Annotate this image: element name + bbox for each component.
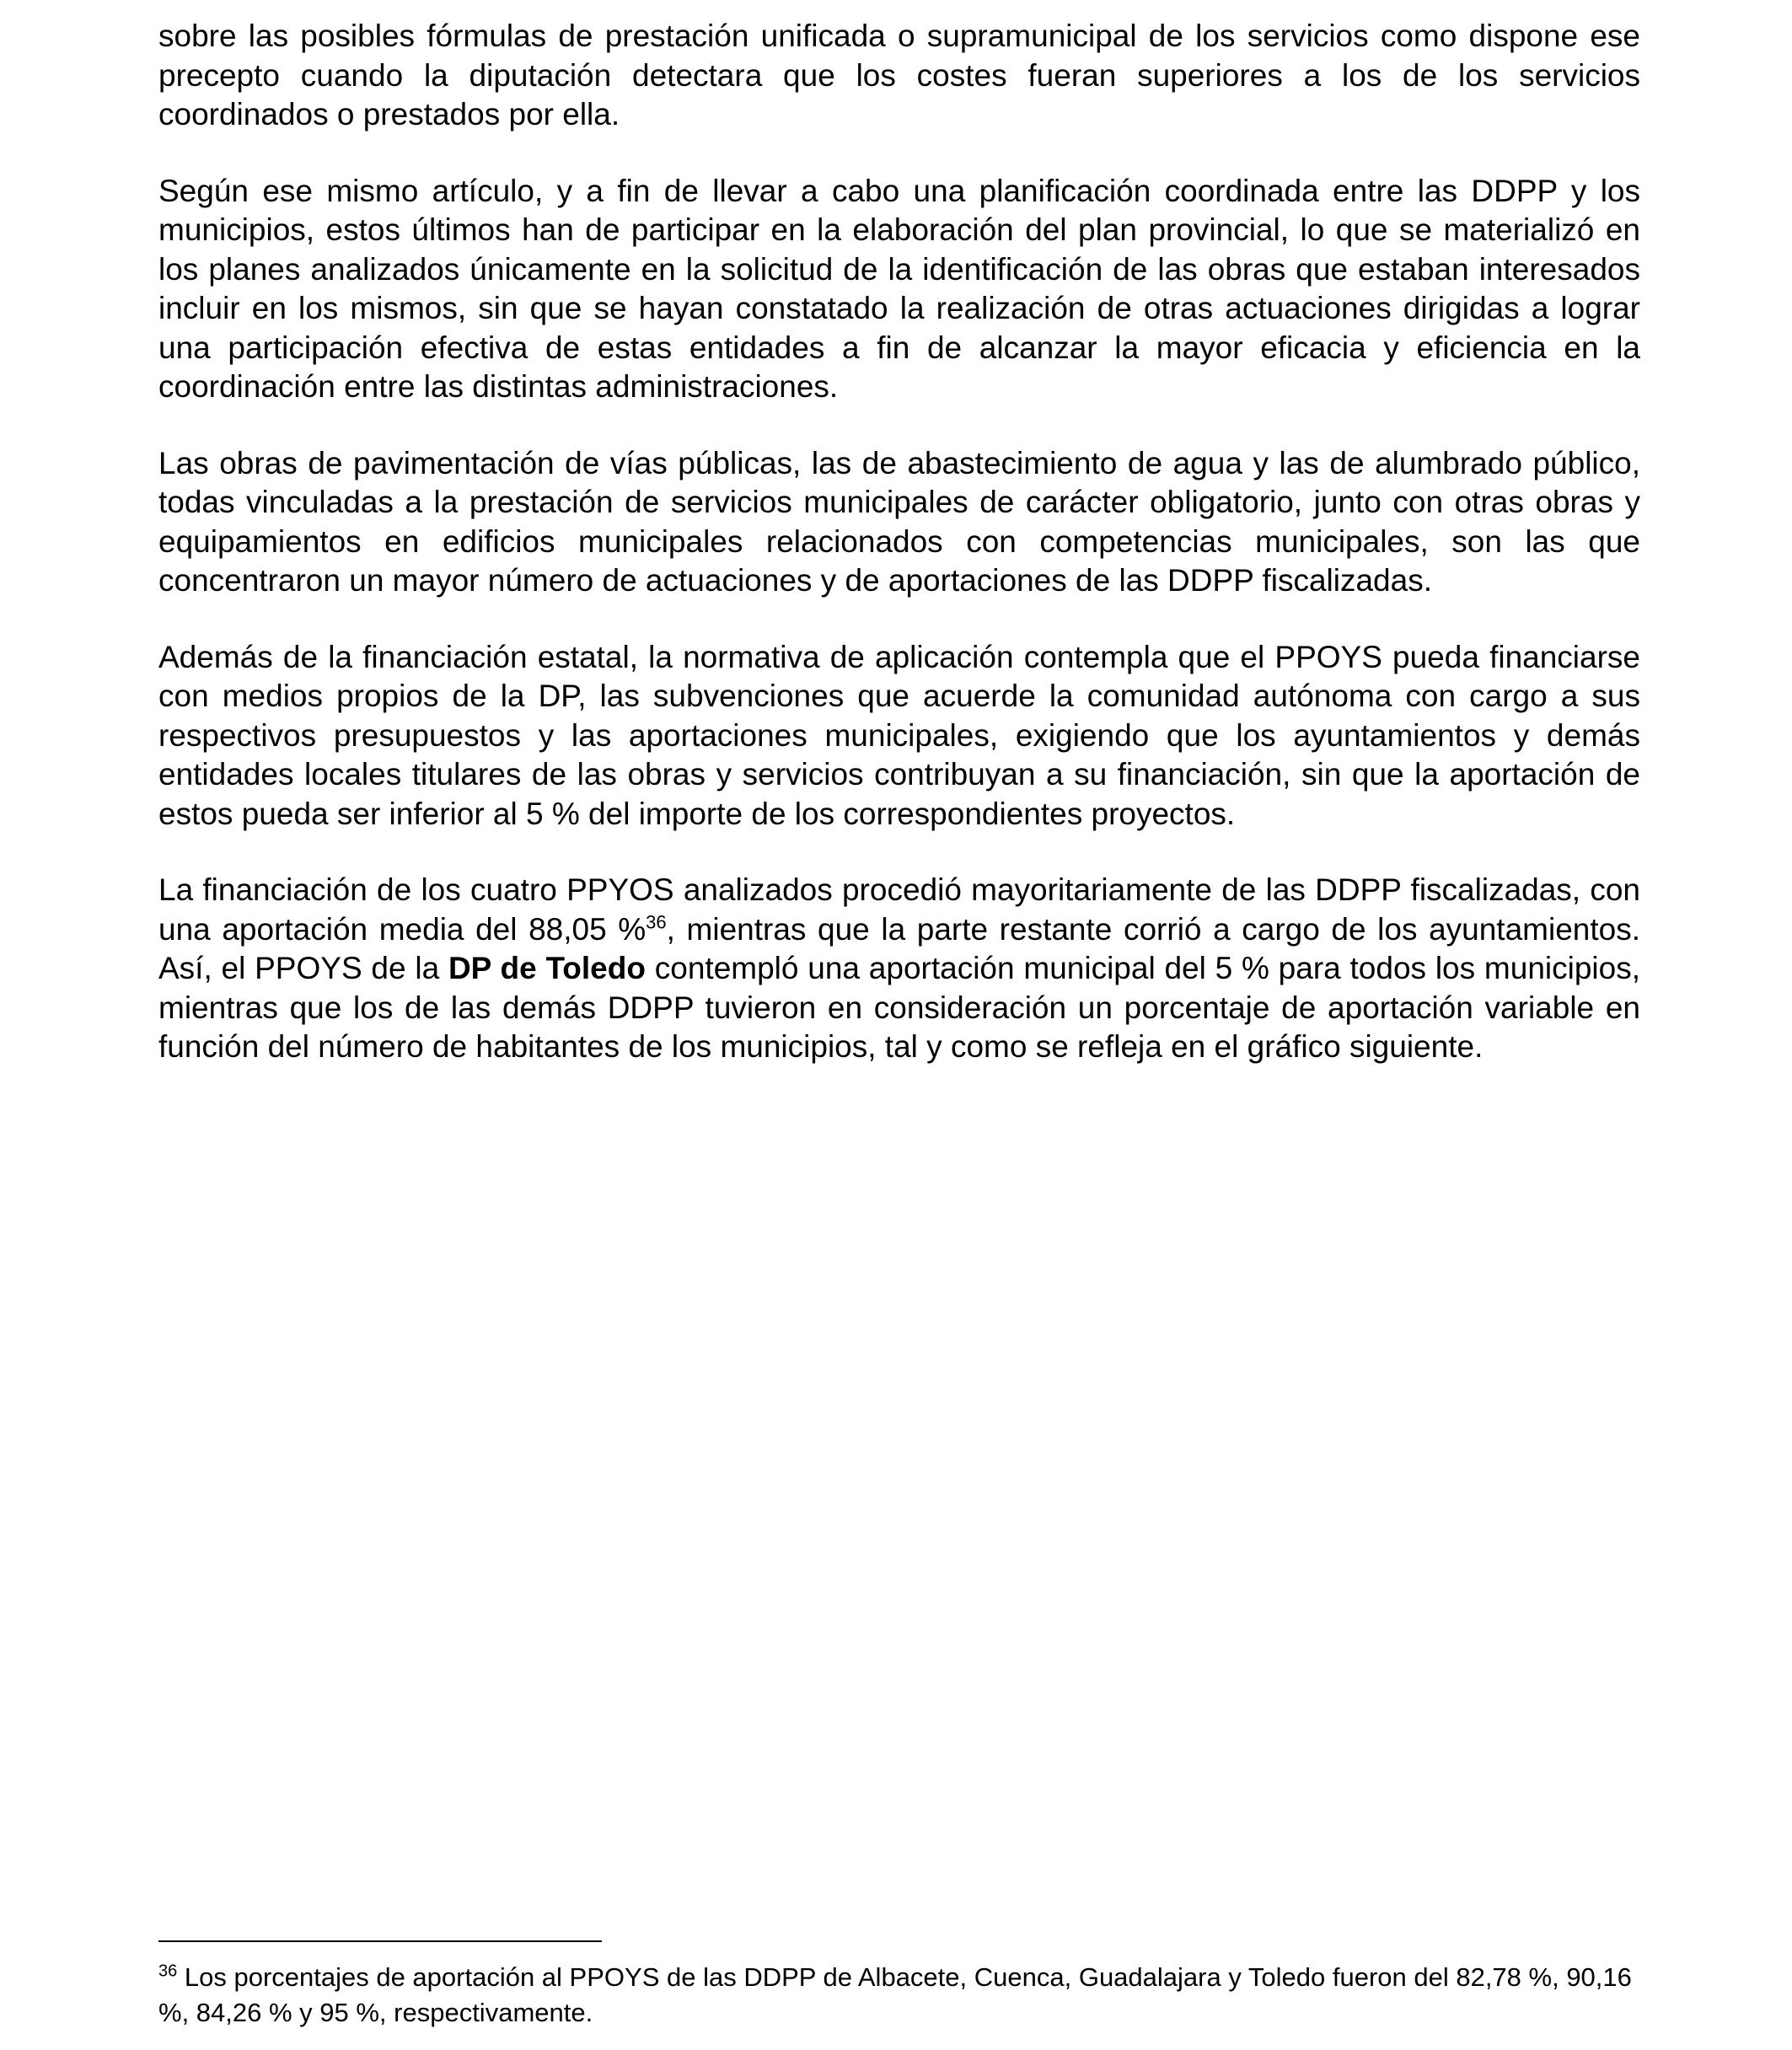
footnote-text: Los porcentajes de aportación al PPOYS de las DDPP de Albacete, Cuenca, Guadalajara y Toledo fueron del 82,78 %, 90,16 %, 84,26 % y 95 %, respectivamente. (158, 1962, 1632, 2027)
footnote (158, 1960, 1640, 2031)
paragraph-1: sobre las posibles fórmulas de prestación unificada o supramunicipal de los servicios como dispone ese precepto cuando la diputación detectara que los costes fueran superiores a los de los servicios coordinados o prestados por ella. (158, 19, 1640, 131)
paragraph-5 (158, 871, 1640, 1067)
paragraph-3: Las obras de pavimentación de vías públicas, las de abastecimiento de agua y las de alumbrado público, todas vinculadas a la prestación de servicios municipales de carácter obligatorio, junto con otras obras y equipamientos en edificios municipales relacionados con competencias municipales, son las que concentraron un mayor número de actuaciones y de aportaciones de las DDPP fiscalizadas. (158, 445, 1640, 598)
paragraph-4: Además de la financiación estatal, la normativa de aplicación contempla que el PPOYS pueda financiarse con medios propios de la DP, las subvenciones que acuerde la comunidad autónoma con cargo a sus respectivos presupuestos y las aportaciones municipales, exigiendo que los ayuntamientos y demás entidades locales titulares de las obras y servicios contribuyan a su financiación, sin que la aportación de estos pueda ser inferior al 5 % del importe de los correspondientes proyectos. (158, 639, 1640, 831)
footnote-separator (158, 1940, 602, 1942)
paragraph-5-part-3: contempló una aportación municipal del 5 % para todos los municipios, mientras que los de las demás DDPP tuvieron en consideración un porcentaje de aportación variable en función del número de habitantes de los municipios, tal y como se refleja en el gráfico siguiente. (158, 951, 1641, 1064)
paragraph-2: Según ese mismo artículo, y a fin de llevar a cabo una planificación coordinada entre las DDPP y los municipios, estos últimos han de participar en la elaboración del plan provincial, lo que se materializó en los planes analizados únicamente en la solicitud de la identificación de las obras que estaban interesados incluir en los mismos, sin que se hayan constatado la realización de otras actuaciones dirigidas a lograr una participación efectiva de estas entidades a fin de alcanzar la mayor eficacia y eficiencia en la coordinación entre las distintas administraciones. (158, 173, 1640, 404)
paragraph-5-bold-entity: DP de Toledo (448, 951, 646, 985)
paragraph-5-part-1: La financiación de los cuatro PPYOS analizados procedió mayoritariamente de las DDPP fiscalizadas, con una aportación media del 88,05 % (158, 872, 1640, 947)
footnote-reference[interactable]: 36 (646, 911, 667, 933)
document-body (158, 17, 1640, 1104)
footnote-number: 36 (158, 1961, 178, 1981)
paragraph-5-part-2: , mientras que la parte restante corrió a cargo de los ayuntamientos. Así, el PPOYS de la (158, 911, 1640, 985)
